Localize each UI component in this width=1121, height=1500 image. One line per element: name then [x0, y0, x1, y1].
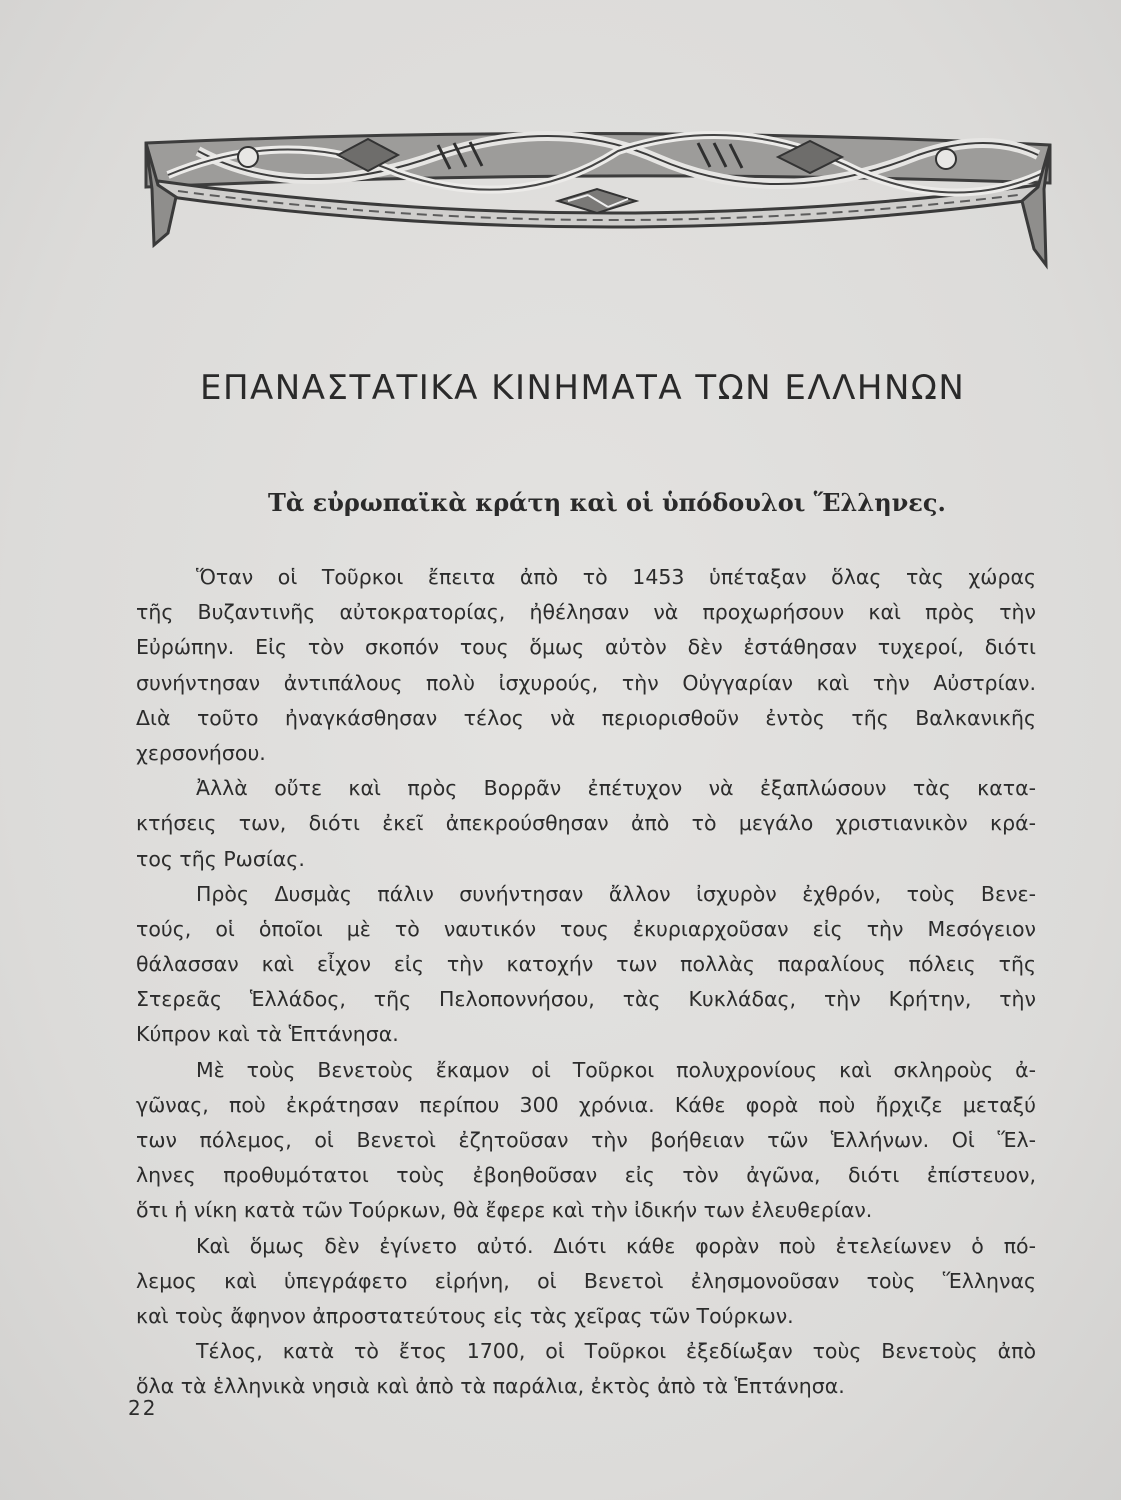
text-line: Πρὸς Δυσμὰς πάλιν συνήντησαν ἄλλον ἰσχυρὸν ἐχθρόν, τοὺς Βενε- — [196, 881, 1036, 906]
decorative-headpiece-ornament — [138, 115, 1056, 295]
text-line: χερσονήσου. — [136, 740, 266, 765]
section-title: Τὰ εὐρωπαϊκὰ κράτη καὶ οἱ ὑπόδουλοι Ἕλληνες. — [268, 488, 946, 517]
text-line: ὅλα τὰ ἑλληνικὰ νησιὰ καὶ ἀπὸ τὰ παράλια, ἐκτὸς ἀπὸ τὰ Ἑπτάνησα. — [136, 1374, 845, 1399]
text-line: Μὲ τοὺς Βενετοὺς ἔκαμον οἱ Τοῦρκοι πολυχρονίους καὶ σκληροὺς ἀ- — [196, 1057, 1036, 1082]
text-line: Ἀλλὰ οὔτε καὶ πρὸς Βορρᾶν ἐπέτυχον νὰ ἐξαπλώσουν τὰς κατα- — [196, 776, 1036, 801]
page-number: 22 — [128, 1396, 158, 1420]
text-line: συνήντησαν ἀντιπάλους πολὺ ἰσχυρούς, τὴν Οὐγγαρίαν καὶ τὴν Αὐστρίαν. — [136, 670, 1036, 695]
text-line: τος τῆς Ρωσίας. — [136, 846, 305, 871]
text-line: Καὶ ὅμως δὲν ἐγίνετο αὐτό. Διότι κάθε φορὰν ποὺ ἐτελείωνεν ὁ πό- — [196, 1233, 1036, 1258]
chapter-title: ΕΠΑΝΑΣΤΑΤΙΚΑ ΚΙΝΗΜΑΤΑ ΤΩΝ ΕΛΛΗΝΩΝ — [200, 368, 966, 408]
text-line: κτήσεις των, διότι ἐκεῖ ἀπεκρούσθησαν ἀπὸ τὸ μεγάλο χριστιανικὸν κρά- — [136, 811, 1036, 836]
text-line: θάλασσαν καὶ εἶχον εἰς τὴν κατοχήν των πολλὰς παραλίους πόλεις τῆς — [136, 952, 1036, 977]
text-line: τούς, οἱ ὁποῖοι μὲ τὸ ναυτικόν τους ἐκυριαρχοῦσαν εἰς τὴν Μεσόγειον — [136, 916, 1036, 941]
text-line: ὅτι ἡ νίκη κατὰ τῶν Τούρκων, θὰ ἔφερε καὶ τὴν ἰδικήν των ἐλευθερίαν. — [136, 1198, 873, 1223]
text-line: Κύπρον καὶ τὰ Ἑπτάνησα. — [136, 1022, 399, 1047]
text-line: γῶνας, ποὺ ἐκράτησαν περίπου 300 χρόνια. Κάθε φορὰ ποὺ ἤρχιζε μεταξύ — [136, 1092, 1036, 1117]
text-line: Τέλος, κατὰ τὸ ἔτος 1700, οἱ Τοῦρκοι ἐξεδίωξαν τοὺς Βενετοὺς ἀπὸ — [196, 1339, 1036, 1364]
body-text — [136, 560, 1036, 1405]
text-line: Στερεᾶς Ἑλλάδος, τῆς Πελοποννήσου, τὰς Κυκλάδας, τὴν Κρήτην, τὴν — [136, 987, 1036, 1012]
text-line: Εὐρώπην. Εἰς τὸν σκοπόν τους ὅμως αὐτὸν δὲν ἐστάθησαν τυχεροί, διότι — [136, 635, 1036, 660]
text-line: λεμος καὶ ὑπεγράφετο εἰρήνη, οἱ Βενετοὶ ἐλησμονοῦσαν τοὺς Ἕλληνας — [136, 1268, 1036, 1293]
text-line: Ὅταν οἱ Τοῦρκοι ἔπειτα ἀπὸ τὸ 1453 ὑπέταξαν ὅλας τὰς χώρας — [196, 565, 1036, 589]
text-line: καὶ τοὺς ἄφηνον ἀπροστατεύτους εἰς τὰς χεῖρας τῶν Τούρκων. — [136, 1303, 794, 1328]
text-line: τῆς Βυζαντινῆς αὐτοκρατορίας, ἠθέλησαν νὰ προχωρήσουν καὶ πρὸς τὴν — [136, 600, 1036, 625]
text-line: των πόλεμος, οἱ Βενετοὶ ἐζητοῦσαν τὴν βοήθειαν τῶν Ἑλλήνων. Οἱ Ἕλ- — [136, 1128, 1036, 1152]
text-line: ληνες προθυμότατοι τοὺς ἐβοηθοῦσαν εἰς τὸν ἀγῶνα, διότι ἐπίστευον, — [136, 1163, 1036, 1188]
text-line: Διὰ τοῦτο ἠναγκάσθησαν τέλος νὰ περιορισθοῦν ἐντὸς τῆς Βαλκανικῆς — [136, 705, 1036, 730]
